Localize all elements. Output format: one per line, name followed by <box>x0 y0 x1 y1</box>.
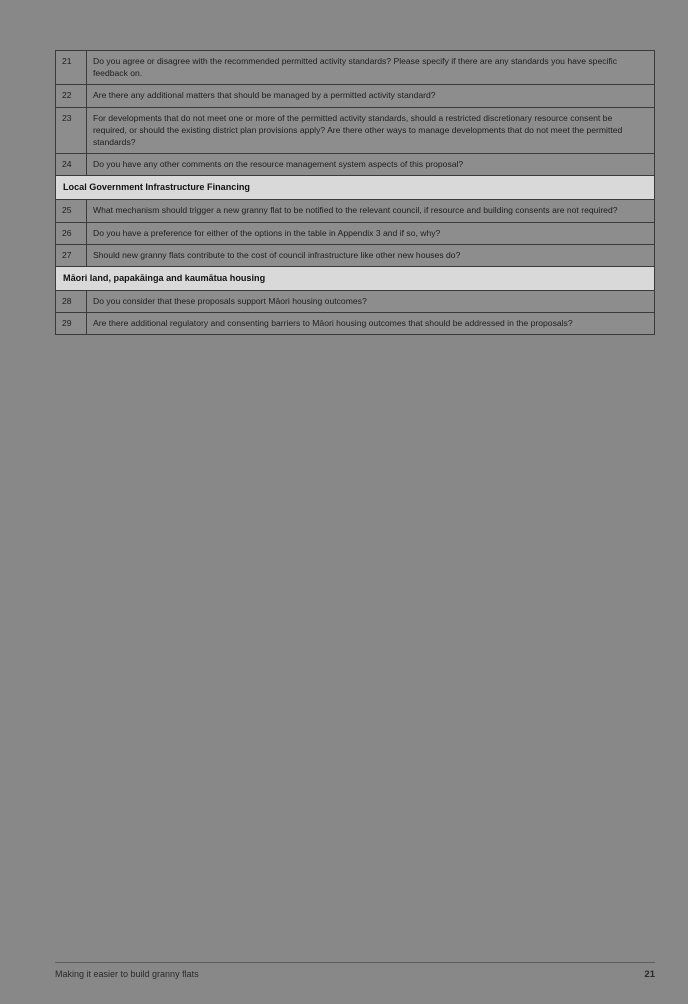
table-row <box>56 85 655 107</box>
question-text: Do you consider that these proposals support Māori housing outcomes? <box>87 290 655 312</box>
question-number: 23 <box>56 107 87 154</box>
page-content <box>55 50 655 335</box>
table-row <box>56 107 655 154</box>
table-row <box>56 200 655 222</box>
table-row <box>56 51 655 85</box>
question-number: 29 <box>56 313 87 335</box>
table-body <box>56 51 655 335</box>
question-number: 27 <box>56 244 87 266</box>
page-footer <box>55 962 655 980</box>
table-row <box>56 222 655 244</box>
question-number: 21 <box>56 51 87 85</box>
footer-title: Making it easier to build granny flats <box>55 969 199 979</box>
section-header-label: Local Government Infrastructure Financing <box>56 176 655 200</box>
question-number: 25 <box>56 200 87 222</box>
table-row <box>56 154 655 176</box>
question-text: Do you agree or disagree with the recommended permitted activity standards? Please specify if there are any standards you have specific feedback on. <box>87 51 655 85</box>
question-number: 22 <box>56 85 87 107</box>
question-text: Are there any additional matters that should be managed by a permitted activity standard? <box>87 85 655 107</box>
question-text: Should new granny flats contribute to the cost of council infrastructure like other new houses do? <box>87 244 655 266</box>
question-text: Do you have a preference for either of the options in the table in Appendix 3 and if so, why? <box>87 222 655 244</box>
table-row <box>56 244 655 266</box>
question-text: Do you have any other comments on the resource management system aspects of this proposal? <box>87 154 655 176</box>
table-row <box>56 313 655 335</box>
question-number: 28 <box>56 290 87 312</box>
section-header-row <box>56 266 655 290</box>
question-number: 26 <box>56 222 87 244</box>
section-header-label: Māori land, papakāinga and kaumātua housing <box>56 266 655 290</box>
footer-page-number: 21 <box>644 969 655 980</box>
section-header-row <box>56 176 655 200</box>
question-text: For developments that do not meet one or more of the permitted activity standards, should a restricted discretionary resource consent be required, or should the existing district plan provisions apply? Are there other ways to manage developments that do not meet the permitted standards? <box>87 107 655 154</box>
question-number: 24 <box>56 154 87 176</box>
question-text: What mechanism should trigger a new granny flat to be notified to the relevant council, if resource and building consents are not required? <box>87 200 655 222</box>
consultation-questions-table <box>55 50 655 335</box>
table-row <box>56 290 655 312</box>
question-text: Are there additional regulatory and consenting barriers to Māori housing outcomes that should be addressed in the proposals? <box>87 313 655 335</box>
